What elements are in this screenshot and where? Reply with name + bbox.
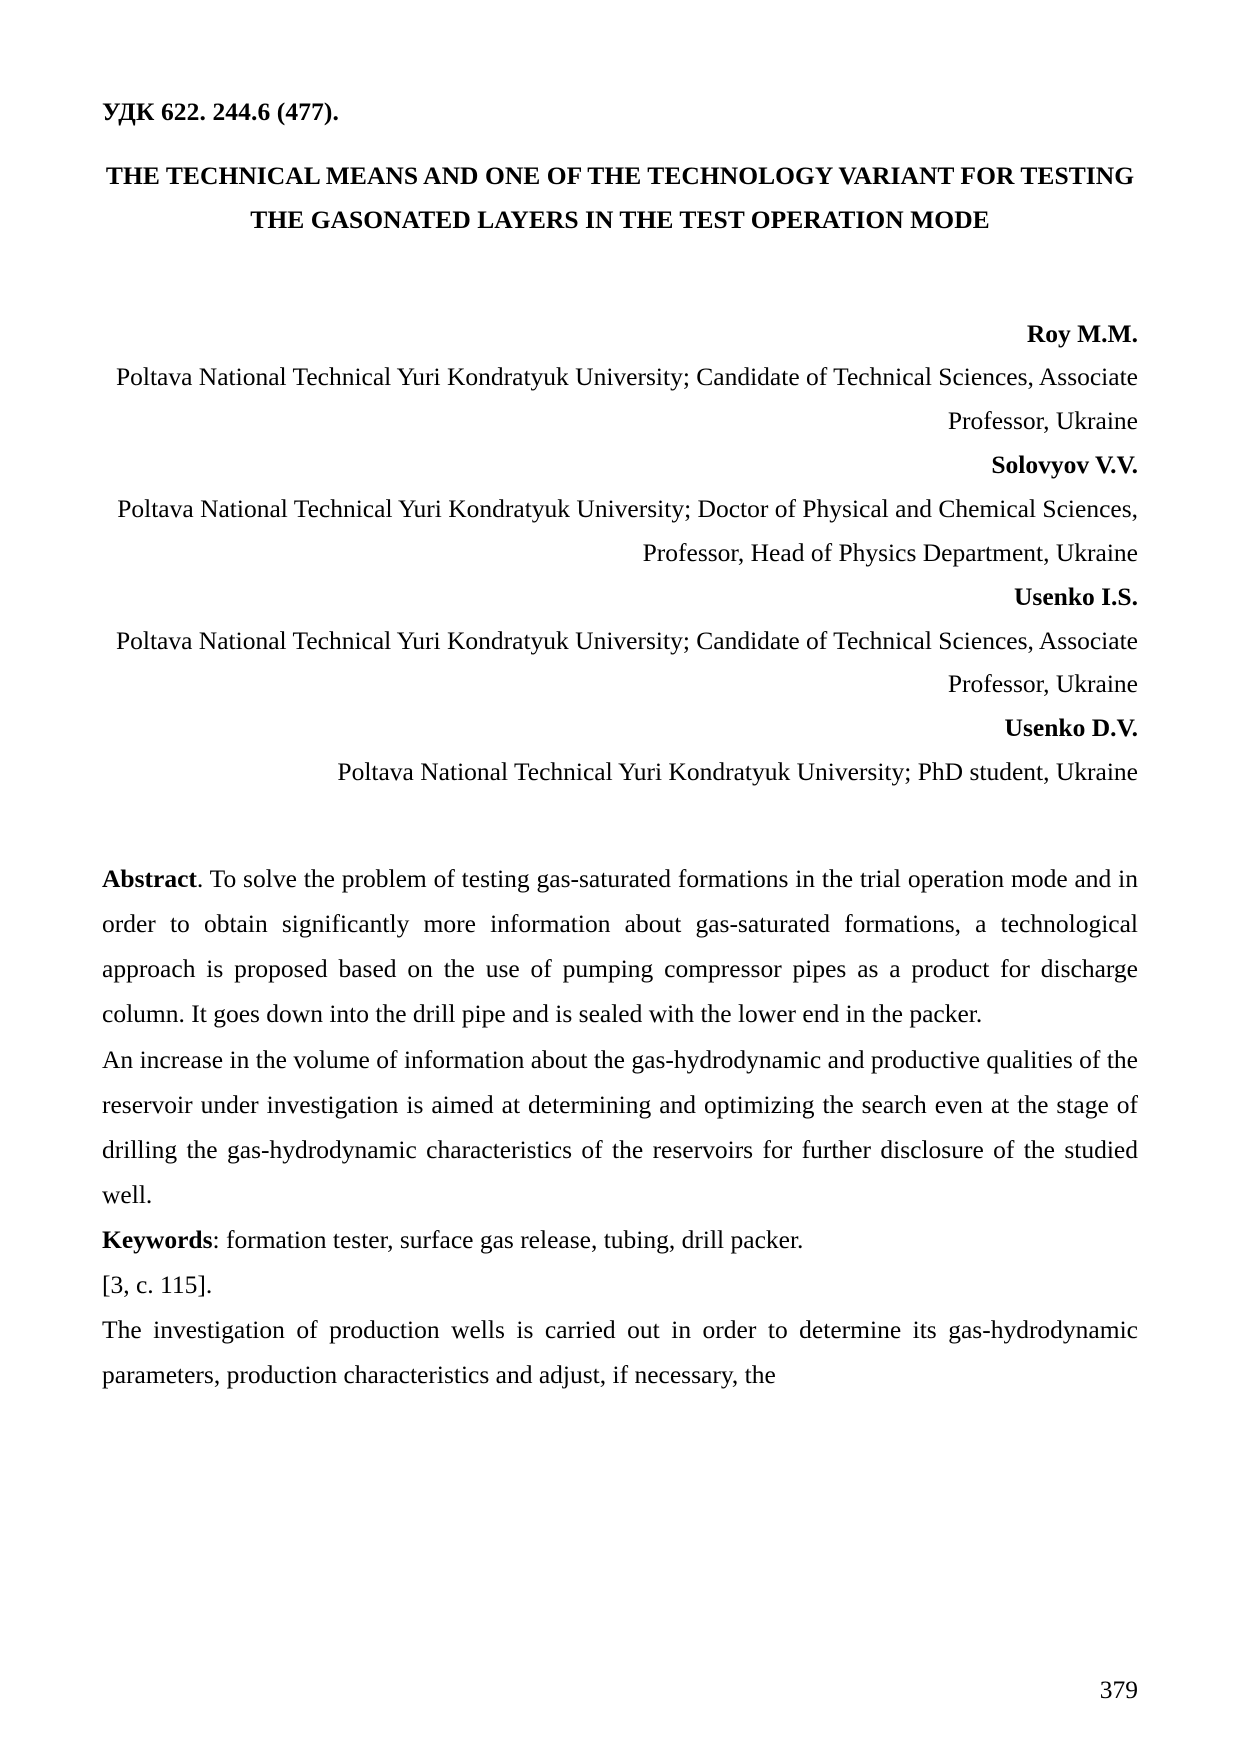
author-affiliation: Poltava National Technical Yuri Kondratyuk University; Candidate of Technical Sciences, Associate Professor, Ukraine [115, 625, 1138, 699]
author-name: Solovyov V.V. [991, 450, 1138, 480]
abstract-paragraph-two: An increase in the volume of information about the gas-hydrodynamic and productive qualities of the reservoir under investigation is aimed at determining and optimizing the search even at the stage of drilling the gas-hydrodynamic characteristics of the reservoirs for further disclosure of the studied well. [102, 1044, 1138, 1209]
author-affiliation: Poltava National Technical Yuri Kondratyuk University; Doctor of Physical and Chemical Sciences, Professor, Head of Physics Department, Ukraine [117, 494, 1138, 567]
page-number: 379 [1099, 1674, 1138, 1704]
body-block [102, 856, 1138, 1398]
abstract-label-suffix: . [196, 864, 204, 894]
author-name: Usenko D.V. [1004, 713, 1138, 743]
keywords-paragraph [102, 1217, 1138, 1262]
body-paragraph: The investigation of production wells is carried out in order to determine its gas-hydrodynamic parameters, production characteristics and adjust, if necessary, the [102, 1315, 1138, 1390]
page-title: THE TECHNICAL MEANS AND ONE OF THE TECHNOLOGY VARIANT FOR TESTING THE GASONATED LAYERS IN THE TEST OPERATION MODE [105, 160, 1135, 234]
author-affiliation: Poltava National Technical Yuri Kondratyuk University; PhD student, Ukraine [337, 757, 1138, 787]
abstract-label: Abstract [102, 864, 197, 894]
authors-block [102, 312, 1138, 794]
abstract-text: To solve the problem of testing gas-saturated formations in the trial operation mode and in order to obtain significantly more information about gas-saturated formations, a technological approach is proposed based on the use of pumping compressor pipes as a product for discharge column. It goes down into the drill pipe and is sealed with the lower end in the packer. [102, 864, 1138, 1029]
abstract-paragraph [102, 856, 1138, 1037]
author-name: Usenko I.S. [1013, 581, 1138, 611]
udk-code: УДК 622. 244.6 (477). [102, 97, 340, 126]
author-affiliation: Poltava National Technical Yuri Kondratyuk University; Candidate of Technical Sciences, Associate Professor, Ukraine [115, 362, 1138, 436]
keywords-label: Keywords [102, 1225, 213, 1255]
author-name: Roy M.M. [1026, 318, 1138, 348]
citation-line: [3, с. 115]. [102, 1270, 213, 1300]
keywords-text: : formation tester, surface gas release, tubing, drill packer. [212, 1225, 804, 1255]
